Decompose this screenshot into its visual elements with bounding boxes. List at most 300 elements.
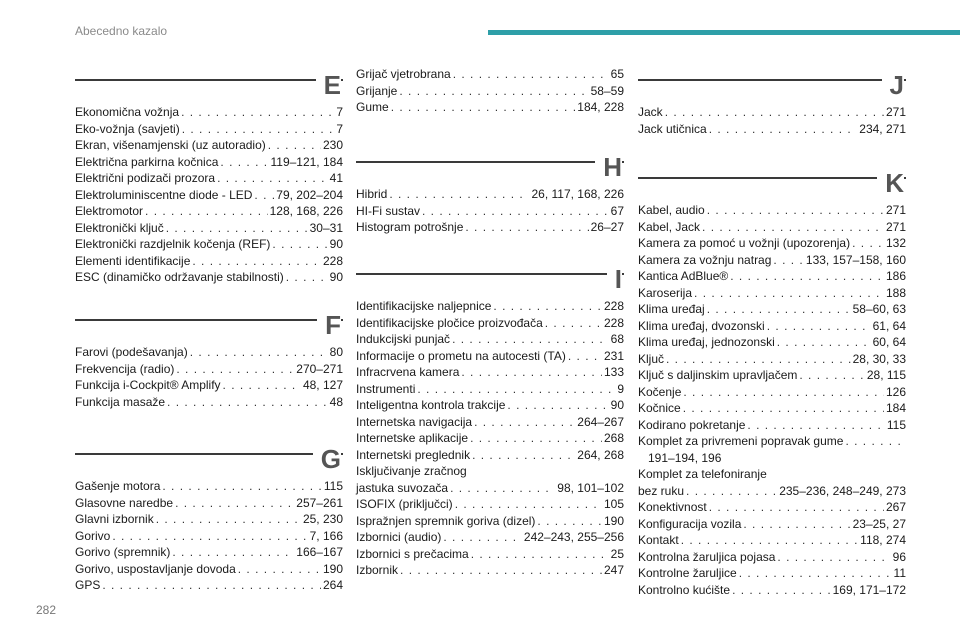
dot-leader bbox=[422, 203, 609, 220]
dot-leader bbox=[176, 361, 294, 378]
index-entry-pages: 80 bbox=[329, 345, 343, 359]
index-entry-pages: 118, 274 bbox=[860, 533, 906, 547]
index-entry[interactable] bbox=[75, 344, 343, 361]
index-entry[interactable] bbox=[356, 430, 624, 447]
section-rule bbox=[75, 79, 343, 81]
index-entry-term: Indukcijski punjač bbox=[356, 332, 451, 346]
index-entry-pages: 271 bbox=[885, 219, 906, 234]
index-entry[interactable] bbox=[638, 499, 906, 516]
index-entry-term: Ekran, višenamjenski (uz autoradio) bbox=[75, 138, 266, 152]
index-entry-term: Glasovne naredbe bbox=[75, 495, 174, 510]
section-heading bbox=[638, 70, 906, 100]
index-entry-pages: 25, 230 bbox=[302, 512, 343, 526]
index-entry[interactable] bbox=[638, 121, 906, 138]
index-entry-pages: 96 bbox=[892, 549, 906, 564]
index-entry[interactable] bbox=[638, 219, 906, 236]
dot-leader bbox=[739, 565, 892, 582]
dot-leader bbox=[102, 577, 321, 594]
index-entry-pages: 119–121, 184 bbox=[270, 154, 343, 169]
section-rule bbox=[75, 319, 343, 321]
index-entry-pages: 231 bbox=[603, 348, 624, 363]
section-heading bbox=[75, 70, 343, 100]
index-section-g bbox=[75, 444, 343, 594]
index-entry[interactable] bbox=[638, 252, 906, 269]
index-entry[interactable] bbox=[356, 203, 624, 220]
index-entry-term: Hibrid bbox=[356, 187, 388, 201]
index-entry-pages: 23–25, 27 bbox=[852, 516, 906, 531]
dot-leader bbox=[545, 315, 602, 332]
index-entry[interactable] bbox=[356, 381, 624, 398]
index-entry-term: Frekvencija (radio) bbox=[75, 361, 175, 376]
index-entry-list bbox=[356, 66, 624, 116]
index-entry-term: Kočnice bbox=[638, 401, 681, 415]
index-entry[interactable] bbox=[638, 565, 906, 582]
index-section-e bbox=[75, 70, 343, 286]
dot-leader bbox=[166, 220, 308, 237]
index-entry-pages: 264–267 bbox=[577, 414, 624, 429]
section-letter: I bbox=[607, 264, 622, 294]
index-entry-pages: 190 bbox=[603, 513, 624, 528]
dot-leader bbox=[732, 582, 831, 599]
index-entry-pages: 230 bbox=[322, 138, 343, 152]
index-entry-term: Identifikacijske naljepnice bbox=[356, 299, 492, 313]
index-entry[interactable] bbox=[356, 66, 624, 83]
dot-leader bbox=[190, 344, 328, 361]
index-entry: 191–194, 196 bbox=[648, 450, 722, 465]
index-entry[interactable] bbox=[356, 331, 624, 348]
index-entry[interactable] bbox=[638, 516, 906, 533]
section-rule bbox=[75, 453, 343, 455]
index-entry-term: Kabel, audio bbox=[638, 203, 705, 217]
dot-leader bbox=[461, 364, 602, 381]
index-entry-term: Internetska navigacija bbox=[356, 414, 473, 429]
index-entry-term: Grijanje bbox=[356, 83, 398, 98]
index-section-f bbox=[75, 310, 343, 410]
dot-leader bbox=[417, 381, 615, 398]
index-entry-term: Kantica AdBlue® bbox=[638, 269, 729, 283]
index-entry[interactable] bbox=[638, 268, 906, 285]
index-entry[interactable] bbox=[356, 99, 624, 116]
dot-leader bbox=[272, 236, 327, 253]
dot-leader bbox=[730, 268, 884, 285]
section-letter: G bbox=[313, 444, 341, 474]
index-entry-term: Komplet za privremeni popravak gume bbox=[638, 434, 844, 448]
dot-leader bbox=[747, 417, 884, 434]
index-entry-term: Klima uređaj bbox=[638, 302, 705, 316]
dot-leader bbox=[777, 334, 871, 351]
dot-leader bbox=[537, 513, 602, 530]
index-entry-term: Ključ bbox=[638, 351, 665, 366]
index-entry-term: Klima uređaj, dvozonski bbox=[638, 318, 765, 333]
index-entry[interactable] bbox=[638, 318, 906, 335]
index-entry-term: Kabel, Jack bbox=[638, 219, 701, 234]
index-entry-pages: 235–236, 248–249, 273 bbox=[779, 483, 906, 498]
page-number: 282 bbox=[36, 603, 57, 617]
section-letter: J bbox=[882, 70, 904, 100]
dot-leader bbox=[568, 348, 602, 365]
index-entry-pages: 270–271 bbox=[296, 361, 343, 376]
index-entry-pages: 190 bbox=[322, 561, 343, 576]
dot-leader bbox=[777, 549, 890, 566]
index-entry-pages: 264, 268 bbox=[577, 447, 624, 462]
index-entry-term: Funkcija i-Cockpit® Amplify bbox=[75, 378, 221, 392]
dot-leader bbox=[112, 528, 307, 545]
index-entry-term: Farovi (podešavanja) bbox=[75, 345, 188, 359]
index-section-j bbox=[638, 70, 906, 137]
index-entry-term: Gašenje motora bbox=[75, 479, 161, 493]
index-entry[interactable] bbox=[75, 361, 343, 378]
index-entry-term: Identifikacijske pločice proizvođača bbox=[356, 315, 543, 330]
index-entry-term: Eko-vožnja (savjeti) bbox=[75, 121, 180, 136]
dot-leader bbox=[773, 252, 803, 269]
index-entry[interactable] bbox=[356, 315, 624, 332]
index-entry[interactable] bbox=[356, 529, 624, 546]
index-entry[interactable] bbox=[75, 528, 343, 545]
dot-leader bbox=[217, 170, 328, 187]
index-entry-pages: 234, 271 bbox=[859, 121, 906, 136]
dot-leader bbox=[238, 561, 321, 578]
index-entry-term: Instrumenti bbox=[356, 381, 416, 396]
index-entry[interactable] bbox=[638, 202, 906, 219]
index-entry[interactable] bbox=[638, 104, 906, 121]
index-section-k bbox=[638, 168, 906, 598]
dot-leader bbox=[223, 377, 301, 394]
index-entry[interactable] bbox=[638, 417, 906, 434]
index-entry-term: Ekonomična vožnja bbox=[75, 105, 180, 119]
index-section-i bbox=[356, 264, 624, 579]
index-entry-pages: 228 bbox=[322, 253, 343, 268]
index-entry[interactable] bbox=[356, 496, 624, 513]
dot-leader bbox=[694, 285, 884, 302]
index-entry[interactable] bbox=[356, 186, 624, 203]
index-entry[interactable] bbox=[75, 154, 343, 171]
dot-leader bbox=[465, 219, 588, 236]
index-entry[interactable] bbox=[75, 253, 343, 270]
index-entry-pages: 271 bbox=[885, 203, 906, 217]
index-entry-pages: 28, 115 bbox=[866, 368, 906, 382]
index-entry[interactable] bbox=[356, 219, 624, 236]
dot-leader bbox=[665, 104, 884, 121]
index-entry[interactable] bbox=[75, 104, 343, 121]
index-entry-term: Histogram potrošnje bbox=[356, 220, 464, 234]
index-entry-term: Elektronički ključ bbox=[75, 220, 164, 235]
index-entry-term: Inteligentna kontrola trakcije bbox=[356, 398, 506, 412]
index-entry-term: Kontrolne žaruljice bbox=[638, 566, 737, 580]
index-entry-pages: 48 bbox=[329, 394, 343, 409]
index-entry-list bbox=[356, 186, 624, 236]
index-entry-term: Izbornici (audio) bbox=[356, 530, 442, 544]
index-entry[interactable] bbox=[356, 364, 624, 381]
index-entry-term: Kontrolno kućište bbox=[638, 582, 731, 597]
dot-leader bbox=[683, 384, 884, 401]
index-entry-pages: 105 bbox=[603, 497, 624, 511]
index-entry[interactable] bbox=[356, 414, 624, 431]
section-letter: K bbox=[877, 168, 904, 198]
index-entry[interactable] bbox=[75, 187, 343, 204]
dot-leader bbox=[167, 394, 328, 411]
dot-leader bbox=[709, 121, 858, 138]
header-accent-bar bbox=[488, 30, 960, 35]
dot-leader bbox=[175, 495, 294, 512]
index-entry-pages: 7 bbox=[336, 121, 343, 136]
dot-leader bbox=[145, 203, 268, 220]
index-entry-pages: 90 bbox=[329, 270, 343, 284]
index-entry-pages: 90 bbox=[329, 237, 343, 251]
index-entry-pages: 67 bbox=[610, 203, 624, 218]
section-letter: H bbox=[595, 152, 622, 182]
section-rule bbox=[356, 273, 624, 275]
index-entry-term: Gorivo, uspostavljanje dovoda bbox=[75, 561, 236, 576]
index-entry-pages: 184 bbox=[885, 401, 906, 415]
index-entry[interactable] bbox=[75, 121, 343, 138]
index-entry-term: Informacije o prometu na autocesti (TA) bbox=[356, 348, 566, 363]
index-entry-term: Kontakt bbox=[638, 533, 679, 547]
index-entry: Isključivanje zračnog bbox=[356, 464, 467, 478]
index-entry[interactable] bbox=[638, 351, 906, 368]
index-entry-term: Karoserija bbox=[638, 285, 693, 300]
index-entry-pages: 90 bbox=[610, 398, 624, 412]
index-entry-term: Elektroluminiscentne diode - LED bbox=[75, 187, 253, 202]
index-entry-pages: 68 bbox=[610, 332, 624, 346]
index-entry-term: Gorivo (spremnik) bbox=[75, 545, 171, 559]
index-entry-term: Glavni izbornik bbox=[75, 512, 154, 526]
dot-leader bbox=[707, 202, 884, 219]
dot-leader bbox=[268, 137, 321, 154]
section-heading bbox=[356, 152, 624, 182]
index-entry-term: Gorivo bbox=[75, 528, 111, 543]
index-entry[interactable] bbox=[75, 561, 343, 578]
index-entry-pages: 115 bbox=[323, 479, 343, 493]
index-entry: Komplet za telefoniranje bbox=[638, 467, 767, 481]
index-entry-term: HI-Fi sustav bbox=[356, 203, 421, 218]
index-entry-term: Gume bbox=[356, 100, 389, 114]
index-entry[interactable] bbox=[75, 269, 343, 286]
dot-leader bbox=[389, 186, 529, 203]
index-entry-term: Konektivnost bbox=[638, 500, 707, 514]
index-entry-term: Internetski preglednik bbox=[356, 447, 471, 462]
index-entry-term: Infracrvena kamera bbox=[356, 365, 460, 379]
index-entry[interactable] bbox=[75, 170, 343, 187]
dot-leader bbox=[799, 367, 864, 384]
index-entry-term: Kočenje bbox=[638, 384, 682, 399]
index-entry-list bbox=[638, 104, 906, 137]
index-entry[interactable] bbox=[638, 582, 906, 599]
dot-leader bbox=[707, 301, 851, 318]
index-entry-pages: 30–31 bbox=[309, 220, 343, 235]
dot-leader bbox=[474, 414, 575, 431]
index-entry-list bbox=[638, 202, 906, 598]
index-entry[interactable] bbox=[356, 480, 624, 497]
index-entry[interactable] bbox=[638, 301, 906, 318]
dot-leader bbox=[743, 516, 850, 533]
dot-leader bbox=[666, 351, 851, 368]
index-entry-term: Električna parkirna kočnica bbox=[75, 154, 219, 169]
dot-leader bbox=[453, 66, 609, 83]
index-entry[interactable] bbox=[75, 377, 343, 394]
index-entry-term: Kamera za vožnju natrag bbox=[638, 252, 772, 267]
index-entry-pages: 98, 101–102 bbox=[557, 480, 624, 495]
index-entry[interactable] bbox=[75, 478, 343, 495]
index-entry[interactable] bbox=[75, 511, 343, 528]
dot-leader bbox=[192, 253, 321, 270]
index-entry[interactable] bbox=[638, 549, 906, 566]
index-entry-pages: 41 bbox=[329, 171, 343, 185]
section-heading bbox=[638, 168, 906, 198]
index-entry[interactable] bbox=[356, 562, 624, 579]
index-entry[interactable] bbox=[75, 137, 343, 154]
index-entry-pages: 268 bbox=[603, 431, 624, 445]
index-entry-pages: 7, 166 bbox=[309, 528, 343, 543]
section-heading bbox=[75, 444, 343, 474]
index-entry-pages: 79, 202–204 bbox=[276, 187, 343, 202]
dot-leader bbox=[845, 433, 904, 450]
index-entry-pages: 186 bbox=[885, 269, 906, 283]
index-entry-term: jastuka suvozača bbox=[356, 480, 449, 495]
index-entry-pages: 61, 64 bbox=[872, 318, 906, 333]
index-entry[interactable] bbox=[638, 285, 906, 302]
index-entry-term: Elektromotor bbox=[75, 204, 144, 218]
index-entry-list bbox=[75, 478, 343, 594]
dot-leader bbox=[455, 496, 602, 513]
index-entry[interactable] bbox=[75, 236, 343, 253]
index-entry-pages: 133 bbox=[603, 365, 624, 379]
dot-leader bbox=[220, 154, 268, 171]
index-entry[interactable] bbox=[75, 394, 343, 411]
index-entry-list bbox=[75, 104, 343, 286]
index-entry[interactable] bbox=[75, 220, 343, 237]
dot-leader bbox=[709, 499, 884, 516]
index-entry[interactable] bbox=[75, 544, 343, 561]
index-entry-term: GPS bbox=[75, 578, 101, 592]
index-entry-pages: 7 bbox=[336, 105, 343, 119]
dot-leader bbox=[681, 532, 858, 549]
index-entry[interactable] bbox=[638, 367, 906, 384]
index-entry-term: Jack bbox=[638, 105, 663, 119]
index-entry-pages: 28, 30, 33 bbox=[852, 351, 906, 366]
index-entry-pages: 65 bbox=[610, 67, 624, 81]
section-letter: E bbox=[316, 70, 341, 100]
dot-leader bbox=[472, 447, 575, 464]
index-entry-pages: 184, 228 bbox=[577, 100, 624, 114]
index-entry-term: ISOFIX (priključci) bbox=[356, 497, 453, 511]
index-entry-pages: 228 bbox=[603, 315, 624, 330]
index-entry-term: Ispražnjen spremnik goriva (dizel) bbox=[356, 513, 536, 528]
dot-leader bbox=[683, 400, 884, 417]
index-entry-pages: 48, 127 bbox=[302, 378, 343, 392]
index-entry-pages: 267 bbox=[885, 500, 906, 514]
index-entry-term: Kodirano pokretanje bbox=[638, 417, 746, 432]
dot-leader bbox=[286, 269, 328, 286]
index-entry-pages: 60, 64 bbox=[872, 335, 906, 349]
index-entry[interactable] bbox=[638, 334, 906, 351]
section-heading bbox=[75, 310, 343, 340]
index-entry-term: Izbornik bbox=[356, 563, 399, 577]
index-entry-pages: 242–243, 255–256 bbox=[523, 530, 624, 544]
dot-leader bbox=[450, 480, 555, 497]
index-entry-pages: 26–27 bbox=[590, 220, 624, 234]
dot-leader bbox=[470, 430, 602, 447]
dot-leader bbox=[400, 562, 602, 579]
index-entry-pages: 11 bbox=[893, 566, 906, 580]
dot-leader bbox=[507, 397, 608, 414]
index-entry[interactable] bbox=[356, 447, 624, 464]
index-entry-pages: 132 bbox=[885, 236, 906, 250]
section-rule bbox=[638, 177, 906, 179]
index-entry-pages: 58–59 bbox=[590, 83, 624, 98]
section-heading bbox=[356, 264, 624, 294]
index-entry[interactable] bbox=[356, 397, 624, 414]
index-entry-term: Ključ s daljinskim upravljačem bbox=[638, 368, 798, 382]
index-entry-pages: 58–60, 63 bbox=[852, 302, 906, 316]
index-section-continued bbox=[356, 62, 624, 116]
index-entry-pages: 115 bbox=[886, 417, 906, 432]
index-entry-term: bez ruku bbox=[638, 483, 685, 498]
index-entry[interactable] bbox=[638, 483, 906, 500]
index-entry[interactable] bbox=[75, 203, 343, 220]
dot-leader bbox=[452, 331, 609, 348]
index-entry-term: Izbornici s prečacima bbox=[356, 546, 469, 561]
index-entry[interactable] bbox=[638, 400, 906, 417]
index-entry-pages: 126 bbox=[885, 384, 906, 399]
index-entry-pages: 247 bbox=[603, 563, 624, 577]
index-entry-term: Kamera za pomoć u vožnji (upozorenja) bbox=[638, 236, 851, 250]
dot-leader bbox=[852, 235, 884, 252]
index-entry-list bbox=[356, 298, 624, 579]
index-entry-term: Konfiguracija vozila bbox=[638, 516, 742, 531]
index-section-h bbox=[356, 152, 624, 236]
index-entry-pages: 271 bbox=[885, 105, 906, 119]
index-entry[interactable] bbox=[356, 546, 624, 563]
section-letter: F bbox=[317, 310, 341, 340]
index-entry-term: Električni podizači prozora bbox=[75, 171, 216, 185]
dot-leader bbox=[254, 187, 274, 204]
index-entry[interactable] bbox=[356, 513, 624, 530]
index-entry-pages: 166–167 bbox=[296, 545, 343, 559]
index-entry-term: Klima uređaj, jednozonski bbox=[638, 335, 775, 349]
dot-leader bbox=[181, 104, 334, 121]
section-rule bbox=[638, 79, 906, 81]
dot-leader bbox=[399, 83, 588, 100]
index-entry[interactable] bbox=[75, 577, 343, 594]
dot-leader bbox=[493, 298, 602, 315]
index-entry-term: Elementi identifikacije bbox=[75, 253, 191, 268]
index-entry-pages: 128, 168, 226 bbox=[269, 204, 343, 218]
index-entry-pages: 9 bbox=[617, 381, 624, 396]
index-entry[interactable] bbox=[356, 298, 624, 315]
index-entry-pages: 133, 157–158, 160 bbox=[805, 252, 906, 267]
section-rule bbox=[356, 161, 624, 163]
index-entry[interactable] bbox=[356, 83, 624, 100]
dot-leader bbox=[471, 546, 609, 563]
index-entry[interactable] bbox=[638, 384, 906, 401]
index-entry[interactable] bbox=[638, 433, 906, 450]
page-header-title: Abecedno kazalo bbox=[75, 24, 168, 38]
index-entry-list bbox=[75, 344, 343, 410]
index-entry[interactable] bbox=[638, 235, 906, 252]
dot-leader bbox=[767, 318, 871, 335]
index-entry[interactable] bbox=[638, 532, 906, 549]
dot-leader bbox=[172, 544, 294, 561]
dot-leader bbox=[443, 529, 522, 546]
dot-leader bbox=[156, 511, 301, 528]
index-entry[interactable] bbox=[75, 495, 343, 512]
index-entry-term: Funkcija masaže bbox=[75, 394, 166, 409]
index-entry-pages: 169, 171–172 bbox=[832, 582, 906, 597]
index-entry-pages: 26, 117, 168, 226 bbox=[531, 187, 624, 201]
index-entry[interactable] bbox=[356, 348, 624, 365]
index-entry-term: ESC (dinamičko održavanje stabilnosti) bbox=[75, 270, 284, 284]
index-entry-term: Elektronički razdjelnik kočenja (REF) bbox=[75, 237, 271, 251]
